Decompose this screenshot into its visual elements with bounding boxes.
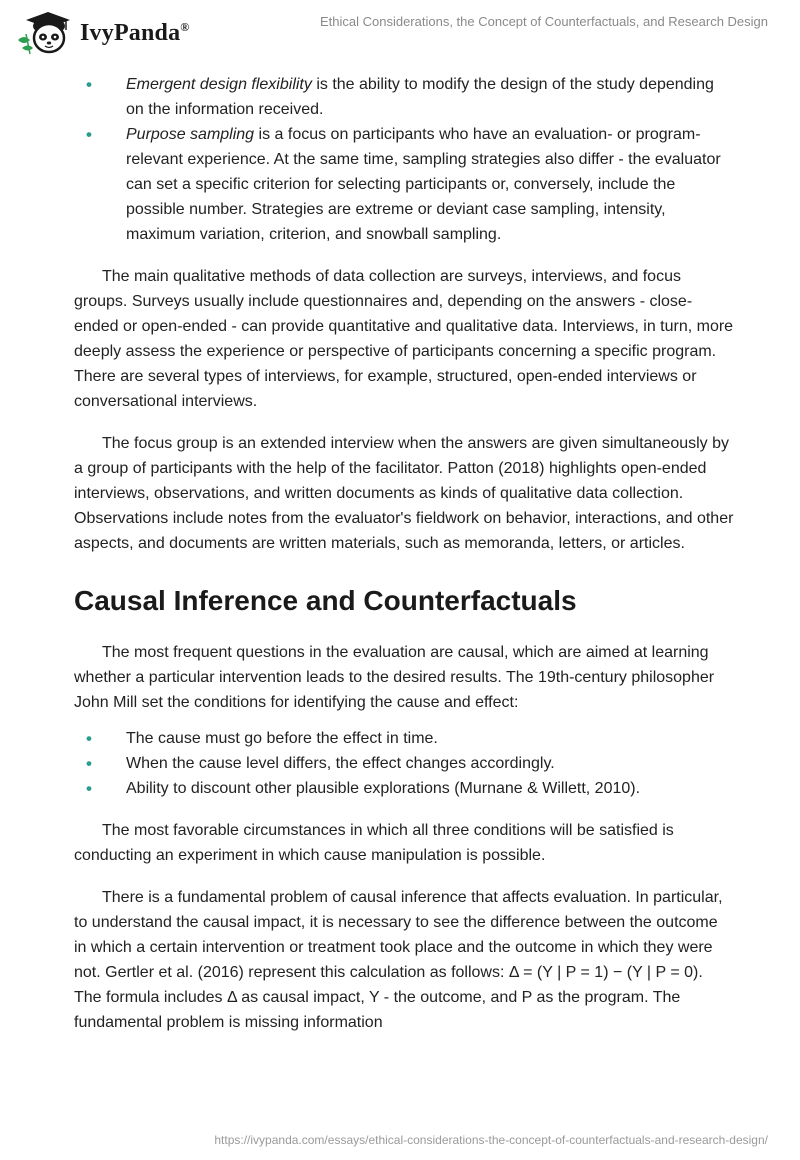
- list-item: • The cause must go before the effect in time.: [74, 726, 734, 751]
- bullet-text: is the ability to modify the design of the study depending on the information received.: [126, 76, 714, 118]
- bullet-term: Emergent design flexibility: [126, 76, 312, 93]
- paragraph: The most frequent questions in the evaluation are causal, which are aimed at learning whether a particular intervention leads to the desired results. The 19th-century philosopher John Mill set the conditions for identifying the cause and effect:: [74, 644, 715, 711]
- page-header: [0, 0, 800, 70]
- paragraph: The focus group is an extended interview when the answers are given simultaneously by a group of participants with the help of the facilitator. Patton (2018) highlights open-ended interviews, observations, and written documents as kinds of qualitative data collection. Observations include notes from the evaluator's fieldwork on behavior, interactions, and other aspects, and documents are written materials, such as memoranda, letters, or articles.: [74, 435, 734, 552]
- bullet-term: Purpose sampling: [126, 126, 255, 143]
- ivypanda-logo-icon[interactable]: [14, 10, 80, 56]
- bullet-list-methods: [74, 72, 734, 247]
- brand-text: IvyPanda: [80, 20, 181, 46]
- registered-mark: ®: [180, 20, 190, 34]
- bullet-text: is a focus on participants who have an evaluation- or program-relevant experience. At the same time, sampling strategies also differ - the evaluator can set a specific criterion for selecting participants or, conversely, include the possible number. Strategies are extreme or deviant case sampling, intensity, maximum variation, criterion, and snowball sampling.: [126, 126, 721, 243]
- brand-name[interactable]: [80, 20, 189, 47]
- bullet-list-conditions: [74, 726, 734, 801]
- paragraph: The most favorable circumstances in which all three conditions will be satisfied is conducting an experiment in which cause manipulation is possible.: [74, 822, 674, 864]
- list-item: • When the cause level differs, the effect changes accordingly.: [74, 751, 734, 776]
- section-heading: Causal Inference and Counterfactuals: [74, 585, 577, 616]
- list-item: [74, 122, 734, 247]
- document-title: Ethical Considerations, the Concept of Counterfactuals, and Research Design: [319, 14, 768, 29]
- article-body: [74, 70, 734, 1035]
- source-url[interactable]: https://ivypanda.com/essays/ethical-considerations-the-concept-of-counterfactuals-and-research-design/: [214, 1133, 768, 1147]
- list-item: • Ability to discount other plausible explorations (Murnane & Willett, 2010).: [74, 776, 734, 801]
- list-item: [74, 72, 734, 122]
- paragraph: There is a fundamental problem of causal inference that affects evaluation. In particular, to understand the causal impact, it is necessary to see the difference between the outcome in which a certain intervention or treatment took place and the outcome in which they were not. Gertler et al. (2016) represent this calculation as follows: Δ = (Y | P = 1) − (Y | P = 0). The formula includes Δ as causal impact, Y - the outcome, and P as the program. The fundamental problem is missing information: [74, 889, 723, 1031]
- paragraph: The main qualitative methods of data collection are surveys, interviews, and focus groups. Surveys usually include questionnaires and, depending on the answers - close-ended or open-ended - can provide quantitative and qualitative data. Interviews, in turn, more deeply assess the experience or perspective of participants concerning a specific program. There are several types of interviews, for example, structured, open-ended interviews or conversational interviews.: [74, 268, 734, 410]
